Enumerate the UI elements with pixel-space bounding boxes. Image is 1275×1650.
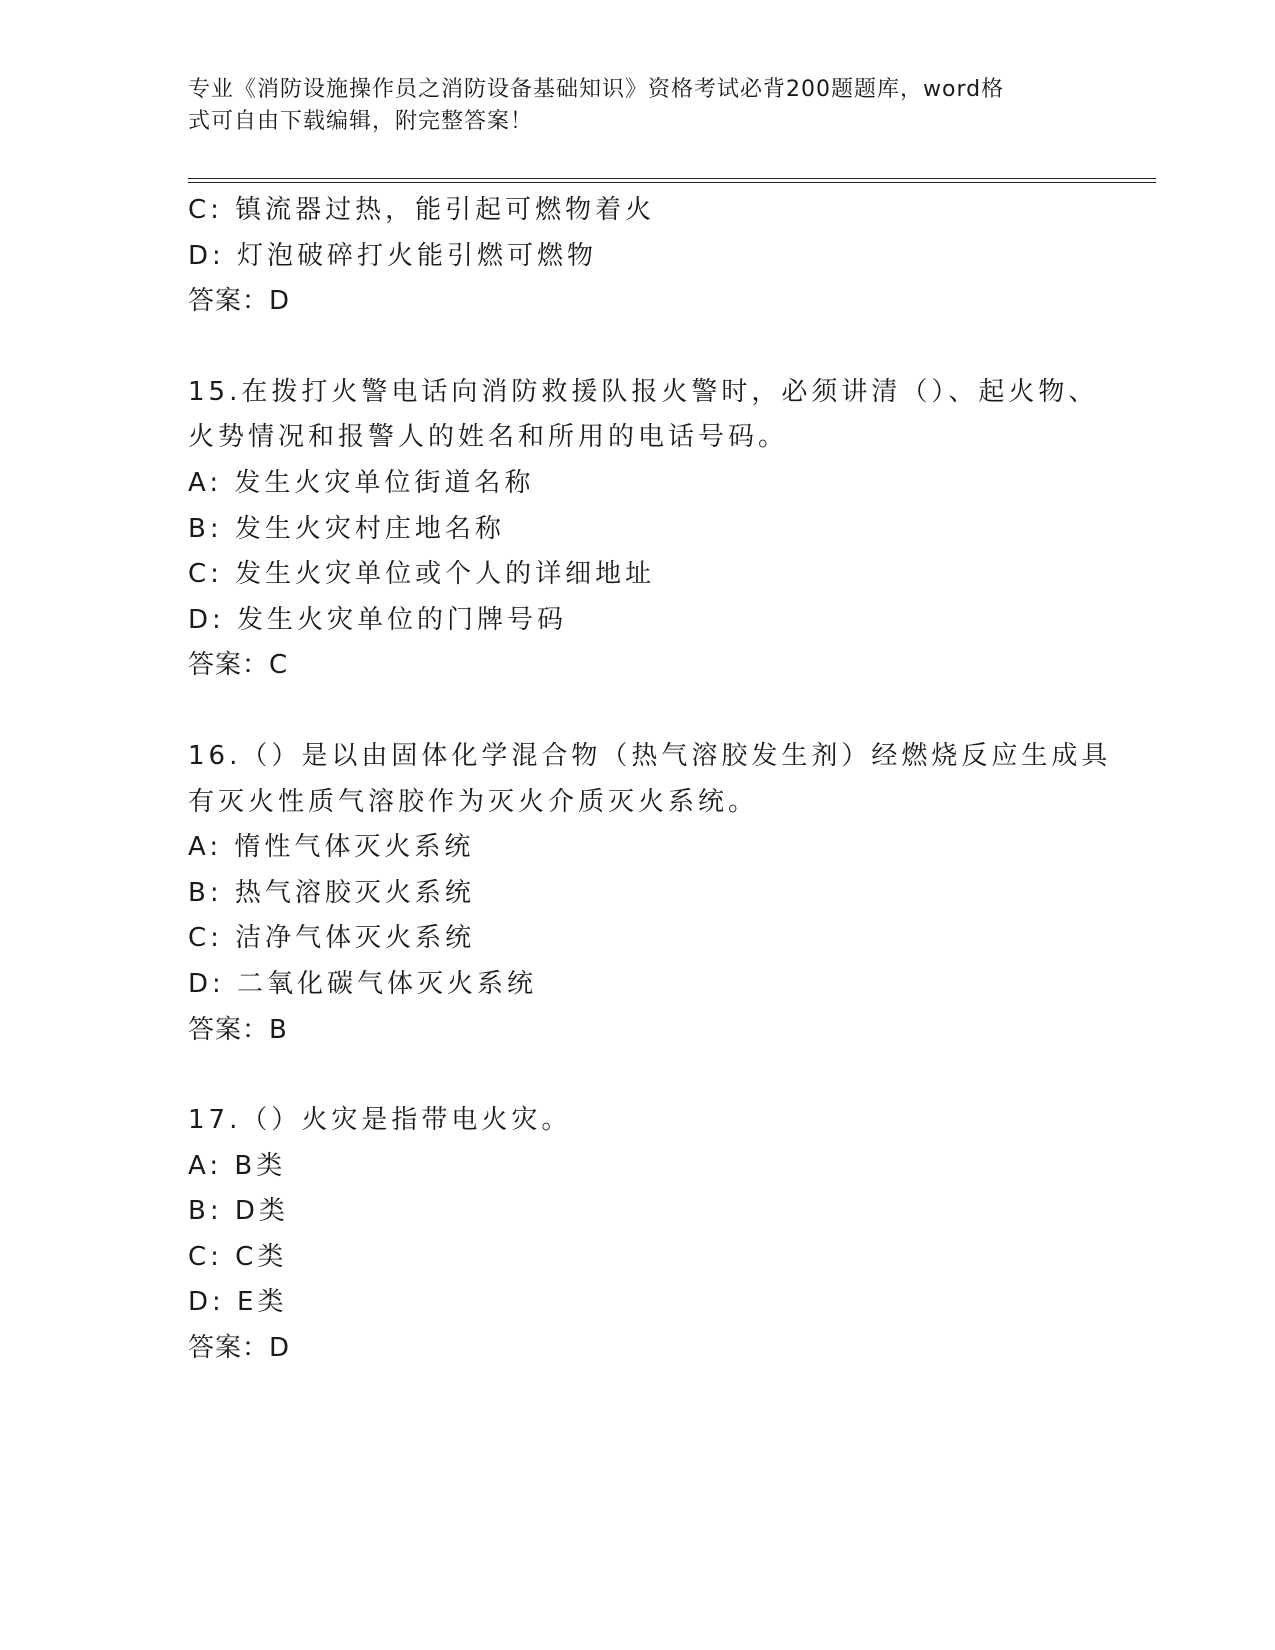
question-15-block: [188, 370, 1099, 689]
question-content: [188, 188, 1112, 1372]
spacer: [188, 325, 1088, 370]
q16-option-c: C: 洁净气体灭火系统: [188, 923, 476, 954]
q17-stem-line-1: 17.（）火灾是指带电火灾。: [188, 1105, 572, 1136]
question-14-block: [188, 188, 1088, 325]
header-divider-top: [188, 178, 1156, 179]
question-16-block: [188, 734, 1112, 1053]
page-header: [188, 74, 1068, 138]
q15-stem-line-2: 火势情况和报警人的姓名和所用的电话号码。: [188, 422, 789, 453]
q16-option-b: B: 热气溶胶灭火系统: [188, 877, 475, 908]
question-17-block: [188, 1098, 1088, 1372]
q16-option-d: D: 二氧化碳气体灭火系统: [188, 968, 538, 999]
q14-option-c: C: 镇流器过热，能引起可燃物着火: [188, 195, 656, 225]
q16-answer: 答案：B: [188, 1014, 288, 1045]
q15-option-d: D: 发生火灾单位的门牌号码: [188, 604, 568, 635]
q17-option-c: C: C类: [188, 1241, 288, 1272]
q15-answer: 答案：C: [188, 650, 289, 681]
q15-option-c: C: 发生火灾单位或个人的详细地址: [188, 559, 656, 590]
q16-option-a: A: 惰性气体灭火系统: [188, 832, 475, 863]
header-divider-bottom: [188, 182, 1156, 183]
q17-option-a: A: B类: [188, 1150, 287, 1181]
q16-stem-line-1: 16.（）是以由固体化学混合物（热气溶胶发生剂）经燃烧反应生成具: [188, 740, 1112, 771]
spacer: [188, 689, 1088, 734]
q15-stem-line-1: 15.在拨打火警电话向消防救援队报火警时，必须讲清（）、起火物、: [188, 376, 1099, 407]
spacer: [188, 1053, 1088, 1098]
q17-answer: 答案：D: [188, 1333, 291, 1364]
q14-answer: 答案：D: [188, 286, 291, 317]
header-line-2: 式可自由下载编辑，附完整答案！: [188, 109, 534, 134]
q17-option-b: B: D类: [188, 1196, 289, 1227]
header-line-1: 专业《消防设施操作员之消防设备基础知识》资格考试必背200题题库，word格: [188, 77, 1005, 102]
q15-option-b: B: 发生火灾村庄地名称: [188, 513, 505, 544]
q15-option-a: A: 发生火灾单位街道名称: [188, 467, 535, 498]
q16-stem-line-2: 有灭火性质气溶胶作为灭火介质灭火系统。: [188, 786, 759, 817]
q14-option-d: D: 灯泡破碎打火能引燃可燃物: [188, 240, 598, 271]
q17-option-d: D: E类: [188, 1287, 288, 1318]
